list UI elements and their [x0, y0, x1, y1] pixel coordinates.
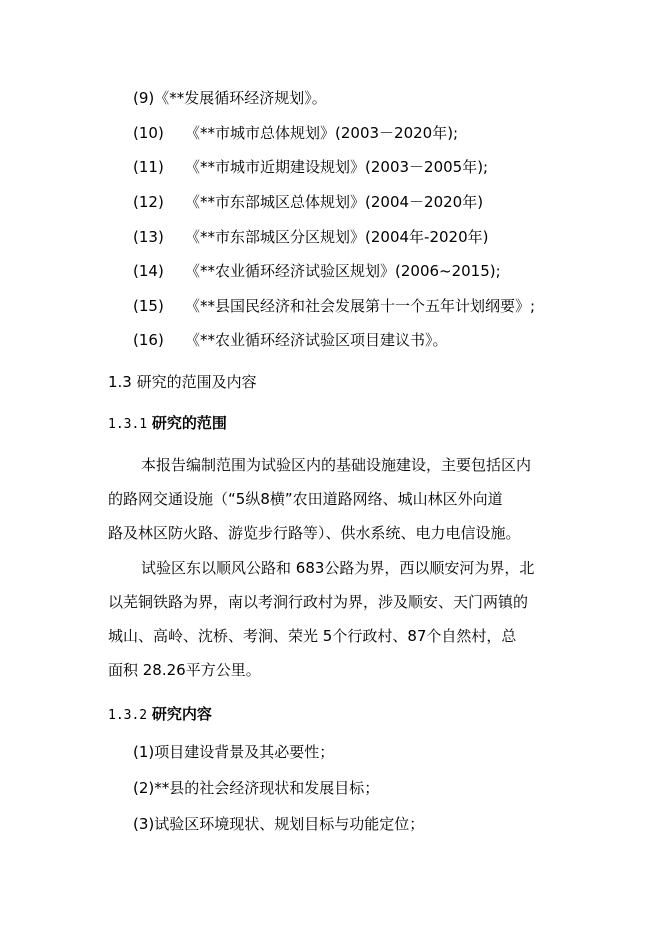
section-heading-1-3: 1.3 研究的范围及内容	[108, 373, 257, 391]
reference-item	[133, 123, 458, 143]
reference-item	[133, 330, 448, 350]
reference-item	[133, 192, 483, 212]
reference-number: (16)	[133, 331, 164, 349]
section-heading-1-3-1	[108, 413, 227, 433]
paragraph-line: 的路网交通设施（“5纵8横”农田道路网络、城山林区外向道	[108, 490, 503, 508]
paragraph-line: 面积 28.26平方公里。	[108, 661, 261, 679]
reference-item	[133, 88, 327, 108]
paragraph-line: 本报告编制范围为试验区内的基础设施建设，主要包括区内	[141, 456, 532, 474]
reference-text: 《**农业循环经济试验区规划》(2006~2015);	[185, 262, 501, 280]
reference-text: 《**市东部城区总体规划》(2004－2020年)	[185, 193, 484, 211]
paragraph-line: 路及林区防火路、游览步行路等）、供水系统、电力电信设施。	[108, 524, 521, 542]
content-list-item: (3)试验区环境现状、规划目标与功能定位；	[133, 815, 425, 833]
reference-text: 《**县国民经济和社会发展第十一个五年计划纲要》;	[185, 297, 536, 315]
reference-number: (13)	[133, 228, 164, 246]
reference-text: 《**市城市近期建设规划》(2003－2005年);	[185, 158, 489, 176]
reference-item	[133, 261, 501, 281]
section-title: 研究的范围	[151, 414, 227, 432]
paragraph-line: 城山、高岭、沈桥、考涧、荣光 5个行政村、87个自然村，总	[108, 627, 517, 645]
reference-number: (11)	[133, 158, 164, 176]
reference-text: 《**发展循环经济规划》。	[154, 89, 327, 107]
reference-number: (14)	[133, 262, 164, 280]
reference-item	[133, 227, 488, 247]
reference-text: 《**农业循环经济试验区项目建议书》。	[185, 331, 448, 349]
section-number: 1.3.2	[108, 708, 148, 723]
reference-item	[133, 296, 535, 316]
content-list-item: (2)**县的社会经济现状和发展目标；	[133, 779, 380, 797]
reference-text: 《**市东部城区分区规划》(2004年-2020年)	[185, 228, 489, 246]
reference-number: (9)	[133, 89, 155, 107]
section-title: 研究内容	[151, 705, 212, 723]
reference-item	[133, 157, 488, 177]
reference-number: (12)	[133, 193, 164, 211]
reference-number: (15)	[133, 297, 164, 315]
section-number: 1.3.1	[108, 417, 148, 432]
paragraph-area	[108, 558, 558, 680]
section-heading-1-3-2	[108, 704, 212, 724]
reference-text: 《**市城市总体规划》(2003－2020年);	[185, 124, 459, 142]
paragraph-scope	[108, 455, 558, 543]
reference-number: (10)	[133, 124, 164, 142]
paragraph-line: 以芜铜铁路为界，南以考涧行政村为界，涉及顺安、天门两镇的	[108, 593, 529, 611]
content-list-item: (1)项目建设背景及其必要性；	[133, 743, 335, 761]
paragraph-line: 试验区东以顺风公路和 683公路为界，西以顺安河为界，北	[141, 559, 535, 577]
